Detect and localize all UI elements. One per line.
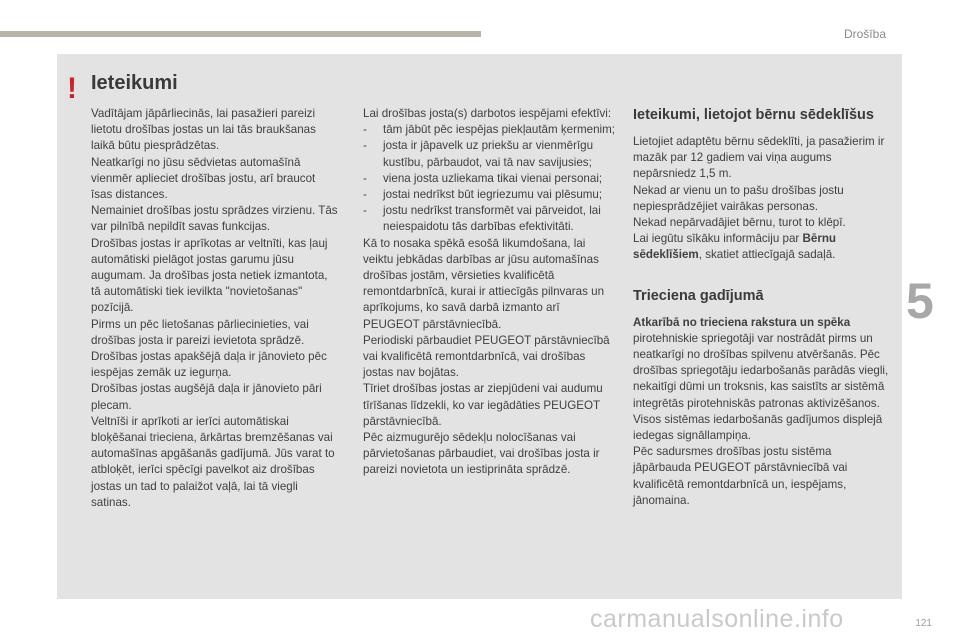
paragraph: Drošības jostas ir aprīkotas ar veltnīti, kas ļauj automātiski pielāgot jostas garumu jūsu augumam. Ja drošības josta netiek izmantota, tā automātiski tiek ievilkta "novietošanas" pozīcijā. bbox=[91, 236, 328, 315]
panel-title: Ieteikumi bbox=[91, 72, 178, 94]
child-seats-reference: Bērnu sēdeklīšiem bbox=[633, 232, 836, 262]
chapter-number: 5 bbox=[906, 273, 934, 329]
paragraph: Nekad nepārvadājiet bērnu, turot to klēpī. bbox=[633, 216, 846, 230]
paragraph: Pēc sadursmes drošības jostu sistēma jāpārbauda PEUGEOT pārstāvniecībā vai kvalificētā remontdarbnīcā un, iespējams, jānomaina. bbox=[633, 445, 848, 507]
list-item: - jostu nedrīkst transformēt vai pārveidot, lai neiespaidotu tās darbības efektivitāti. bbox=[363, 204, 601, 234]
paragraph: Nekad ar vienu un to pašu drošības jostu nepiesprādzējiet vairākas personas. bbox=[633, 183, 844, 213]
impact-lead: Atkarībā no trieciena rakstura un spēka bbox=[633, 315, 851, 329]
column-children-impact bbox=[633, 107, 891, 509]
paragraph: Drošības jostas augšējā daļa ir jānovieto pāri plecam. bbox=[91, 382, 322, 412]
paragraph: Vadītājam jāpārliecinās, lai pasažieri pareizi lietotu drošības jostas un lai tās braukšanas laikā būtu piesprādzētas. bbox=[91, 107, 316, 153]
paragraph: Nemainiet drošības jostu sprādzes virzienu. Tās var pilnībā nepildīt savas funkcijas. bbox=[91, 204, 338, 234]
header-rule bbox=[0, 31, 481, 37]
paragraph: Tīriet drošības jostas ar ziepjūdeni vai audumu tīrīšanas līdzekli, ko var iegādāties PEUGEOT pārstāvniecībā. bbox=[363, 382, 603, 428]
intro-text: Lai drošības josta(s) darbotos iespējami efektīvi: bbox=[363, 107, 612, 120]
paragraph: Pēc aizmugurējo sēdekļu nolocīšanas vai pārvietošanas pārbaudiet, vai drošības josta ir pareizi novietota un iestiprināta sprādzē. bbox=[363, 431, 600, 477]
exclamation-icon: ! bbox=[67, 72, 77, 105]
column-advice bbox=[91, 106, 339, 511]
paragraph: Lai iegūtu sīkāku informāciju par Bērnu sēdeklīšiem, skatiet attiecīgajā sadaļā. bbox=[633, 232, 836, 262]
paragraph: Lietojiet adaptētu bērnu sēdeklīti, ja pasažierim ir mazāk par 12 gadiem vai viņa augums nepārsniedz 1,5 m. bbox=[633, 135, 885, 181]
list-item: - viena josta uzliekama tikai vienai personai; bbox=[363, 171, 603, 185]
paragraph: Neatkarīgi no jūsu sēdvietas automašīnā vienmēr aplieciet drošības jostu, arī braucot īsas distances. bbox=[91, 155, 316, 202]
paragraph: Pirms un pēc lietošanas pārliecinieties, vai drošības josta ir pareizi ievietota sprādzē. bbox=[91, 317, 309, 347]
list-item: - tām jābūt pēc iespējas piekļautām ķermenim; bbox=[363, 123, 615, 137]
children-heading: Ieteikumi, lietojot bērnu sēdeklīšus bbox=[633, 107, 874, 123]
list-item: - josta ir jāpavelk uz priekšu ar vienmērīgu kustību, pārbaudot, vai tā nav savijusies; bbox=[363, 139, 594, 169]
paragraph: pirotehniskie spriegotāji var nostrādāt pirms un neatkarīgi no drošības spilvenu atvēršanās. Pēc drošības spriegotāju iedarbošanās parādās viegli, nekaitīgi dūmi un troksnis, kas saistīts ar sistēmā integrētās pirotehniskās patronas aktivizēšanos. bbox=[633, 331, 889, 410]
section-title: Drošība bbox=[843, 27, 886, 41]
impact-heading: Trieciena gadījumā bbox=[633, 287, 764, 304]
column-effectiveness bbox=[363, 106, 618, 479]
paragraph: Periodiski pārbaudiet PEUGEOT pārstāvniecībā vai kvalificētā remontdarbnīcā, vai drošības jostas nav bojātas. bbox=[363, 333, 610, 380]
paragraph: Visos sistēmas iedarbošanās gadījumos displejā iedegas signāllampiņa. bbox=[633, 412, 883, 443]
list-item: - jostai nedrīkst būt iegriezumu vai plēsumu; bbox=[363, 188, 603, 202]
paragraph: Kā to nosaka spēkā esošā likumdošana, lai veiktu jebkādas darbības ar jūsu automašīnas drošības jostām, vērsieties kvalificētā remontdarbnīcā, kurai ir attiecīgās pilnvaras un aprīkojums, ko savā darbā izmanto arī PEUGEOT pārstāvniecībā. bbox=[363, 236, 605, 331]
paragraph: Drošības jostas apakšējā daļa ir jānovieto pēc iespējas zemāk uz iegurņa. bbox=[91, 350, 327, 380]
warning-panel bbox=[57, 54, 902, 599]
watermark: carmanualsonline.info bbox=[590, 605, 844, 633]
paragraph: Veltnīši ir aprīkoti ar ierīci automātiskai bloķēšanai trieciena, ārkārtas bremzēšanas vai automašīnas apgāšanās gadījumā. Jūs varat to atbloķēt, ierīci spēcīgi pavelkot aiz drošības jostas un tad to palaižot vaļā, lai tā viegli satinas. bbox=[91, 414, 335, 509]
page-number: 121 bbox=[915, 618, 932, 629]
